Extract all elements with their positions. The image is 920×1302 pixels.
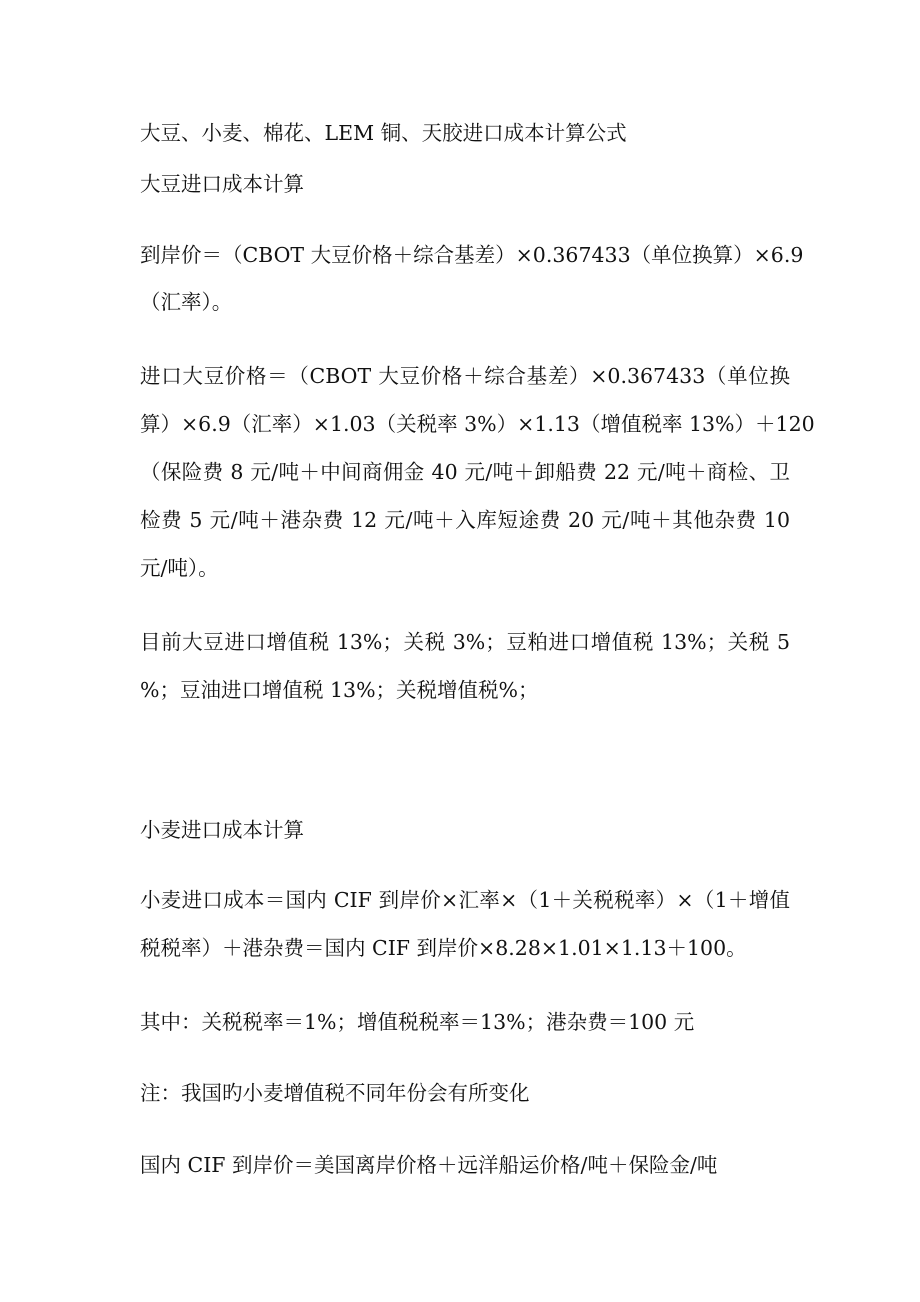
wheat-cost-formula-line-2: 税税率）＋港杂费＝国内 CIF 到岸价×8.28×1.01×1.13＋100。 [140, 936, 747, 960]
wheat-note-line: 注：我国旳小麦增值税不同年份会有所变化 [140, 1081, 530, 1105]
wheat-cost-formula-line-1: 小麦进口成本＝国内 CIF 到岸价×汇率×（1＋关税税率）×（1＋增值 [140, 888, 790, 912]
soybean-import-price-line-4: 检费 5 元/吨＋港杂费 12 元/吨＋入库短途费 20 元/吨＋其他杂费 10 [140, 508, 790, 532]
soybean-tax-note-line-2: %；豆油进口增值税 13%；关税增值税%； [140, 678, 539, 702]
soybean-import-price-line-5: 元/吨）。 [140, 556, 219, 580]
soybean-tax-note-line-1: 目前大豆进口增值税 13%；关税 3%；豆粕进口增值税 13%；关税 5 [140, 630, 790, 654]
soybean-landed-price-line-1: 到岸价＝（CBOT 大豆价格＋综合基差）×0.367433（单位换算）×6.9 [140, 243, 804, 267]
document-title: 大豆、小麦、棉花、LEM 铜、天胶进口成本计算公式 [140, 121, 627, 145]
soybean-import-price-line-1: 进口大豆价格＝（CBOT 大豆价格＋综合基差）×0.367433（单位换 [140, 364, 790, 388]
soybean-import-price-line-2: 算）×6.9（汇率）×1.03（关税率 3%）×1.13（增值税率 13%）＋120 [140, 412, 815, 436]
wheat-cif-line: 国内 CIF 到岸价＝美国离岸价格＋远洋船运价格/吨＋保险金/吨 [140, 1153, 718, 1177]
wheat-section-heading: 小麦进口成本计算 [140, 818, 304, 842]
soybean-landed-price-line-2: （汇率）。 [140, 290, 233, 314]
soybean-section-heading: 大豆进口成本计算 [140, 172, 304, 196]
wheat-rates-line: 其中：关税税率＝1%；增值税税率＝13%；港杂费＝100 元 [140, 1010, 695, 1034]
soybean-import-price-line-3: （保险费 8 元/吨＋中间商佣金 40 元/吨＋卸船费 22 元/吨＋商检、卫 [140, 460, 790, 484]
